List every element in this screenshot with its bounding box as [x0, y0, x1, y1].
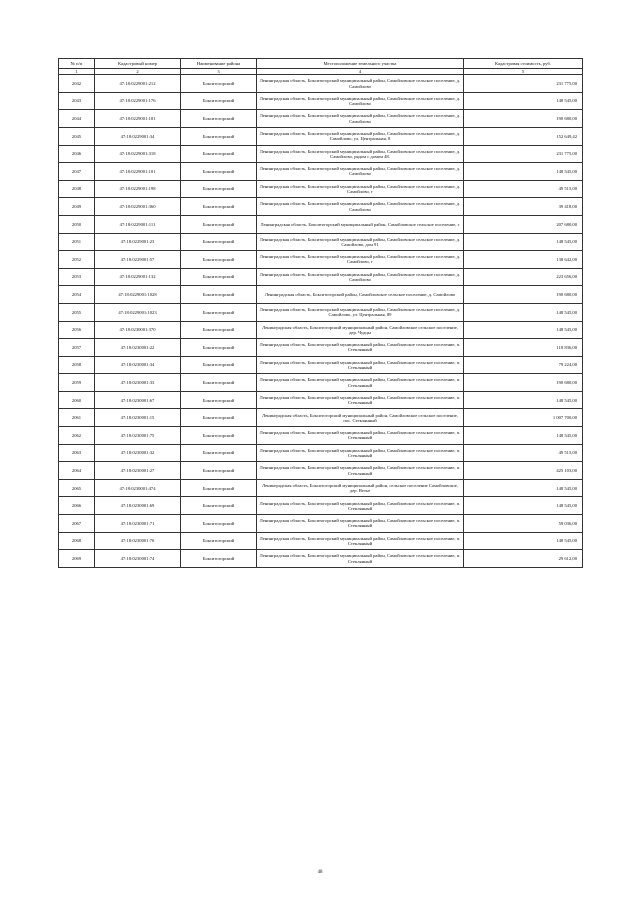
- district-name-cell: Бокситогорский: [181, 479, 257, 497]
- district-name-cell: Бокситогорский: [181, 163, 257, 181]
- cadastral-number-cell: 47:18:0230001:370: [95, 321, 181, 339]
- row-number-cell: 2063: [59, 444, 95, 462]
- location-cell: Ленинградская область, Бокситогорский муниципальный район, Самойловское сельское поселение, п. Стеклянный: [257, 391, 464, 409]
- row-number-cell: 2066: [59, 497, 95, 515]
- row-number-cell: 2050: [59, 215, 95, 233]
- location-cell: Ленинградская область, Бокситогорский муниципальный район, Самойловское сельское поселение, п. Стеклянный: [257, 374, 464, 392]
- cadastral-value-cell: 148 545,00: [464, 479, 583, 497]
- cadastral-number-cell: 47:18:0229001:360: [95, 198, 181, 216]
- cadastral-number-cell: 47:18:0230001:34: [95, 356, 181, 374]
- row-number-cell: 2042: [59, 75, 95, 93]
- cadastral-value-cell: 138 642,00: [464, 251, 583, 269]
- header-row-number: № п/п: [59, 59, 95, 69]
- table-row: [59, 163, 583, 181]
- row-number-cell: 2044: [59, 110, 95, 128]
- cadastral-value-cell: 148 545,00: [464, 92, 583, 110]
- cadastral-value-cell: 148 545,00: [464, 391, 583, 409]
- row-number-cell: 2061: [59, 409, 95, 427]
- table-row: [59, 268, 583, 286]
- cadastral-number-cell: 47:18:0230001:75: [95, 427, 181, 445]
- row-number-cell: 2059: [59, 374, 95, 392]
- table-row: [59, 75, 583, 93]
- location-cell: Ленинградская область, Бокситогорский муниципальный район, Самойловское сельское поселение, п. Стеклянный: [257, 550, 464, 568]
- cadastral-number-cell: 47:18:0230001:15: [95, 409, 181, 427]
- cadastral-value-table: [58, 58, 583, 568]
- table-row: [59, 374, 583, 392]
- location-cell: Ленинградская область, Бокситогорский муниципальный район, Самойловское сельское поселение, п. Стеклянный: [257, 339, 464, 357]
- table-header: [59, 59, 583, 75]
- location-cell: Ленинградская область, Бокситогорский муниципальный район, Самойловское сельское поселение, д. Самойлово, г: [257, 180, 464, 198]
- row-number-cell: 2045: [59, 127, 95, 145]
- cadastral-value-cell: 118 836,00: [464, 339, 583, 357]
- cadastral-number-cell: 47:18:0230001:32: [95, 444, 181, 462]
- location-cell: Ленинградская область, Бокситогорский муниципальный район, Самойловское сельское поселение, п. Стеклянный: [257, 462, 464, 480]
- row-number-cell: 2052: [59, 251, 95, 269]
- row-number-cell: 2043: [59, 92, 95, 110]
- location-cell: Ленинградская область, Бокситогорский район, Самойловское сельское поселение, д. Самойлово: [257, 286, 464, 304]
- table-row: [59, 339, 583, 357]
- cadastral-value-table-sheet: [58, 58, 582, 568]
- cadastral-number-cell: 47:18:0230001:33: [95, 374, 181, 392]
- district-name-cell: Бокситогорский: [181, 462, 257, 480]
- cadastral-number-cell: 47:18:0229001:57: [95, 251, 181, 269]
- row-number-cell: 2057: [59, 339, 95, 357]
- district-name-cell: Бокситогорский: [181, 374, 257, 392]
- cadastral-number-cell: 47:18:0230001:22: [95, 339, 181, 357]
- header-district-name: Наименование района: [181, 59, 257, 69]
- cadastral-value-cell: 148 545,00: [464, 427, 583, 445]
- cadastral-number-cell: 47:18:0230001:71: [95, 515, 181, 533]
- cadastral-value-cell: 59 036,00: [464, 515, 583, 533]
- table-row: [59, 180, 583, 198]
- location-cell: Ленинградская область, Бокситогорский муниципальный район, Самойловское сельское поселение, д. Самойлово: [257, 75, 464, 93]
- district-name-cell: Бокситогорский: [181, 444, 257, 462]
- column-number-3: 3: [181, 69, 257, 75]
- cadastral-value-cell: 148 545,00: [464, 233, 583, 251]
- row-number-cell: 2069: [59, 550, 95, 568]
- column-number-4: 4: [257, 69, 464, 75]
- location-cell: Ленинградская область, Бокситогорский муниципальный район, Самойловское сельское поселение, п. Стеклянный: [257, 515, 464, 533]
- location-cell: Ленинградская область, Бокситогорский муниципальный район, Самойловское сельское поселение, д. Самойлово: [257, 163, 464, 181]
- cadastral-value-cell: 79 224,00: [464, 356, 583, 374]
- row-number-cell: 2055: [59, 303, 95, 321]
- table-row: [59, 321, 583, 339]
- table-row: [59, 127, 583, 145]
- cadastral-number-cell: 47:18:0229001:34: [95, 127, 181, 145]
- district-name-cell: Бокситогорский: [181, 215, 257, 233]
- row-number-cell: 2049: [59, 198, 95, 216]
- row-number-cell: 2048: [59, 180, 95, 198]
- table-row: [59, 391, 583, 409]
- cadastral-value-cell: 190 680,00: [464, 110, 583, 128]
- district-name-cell: Бокситогорский: [181, 233, 257, 251]
- district-name-cell: Бокситогорский: [181, 550, 257, 568]
- cadastral-number-cell: 47:18:0229001:176: [95, 92, 181, 110]
- row-number-cell: 2046: [59, 145, 95, 163]
- location-cell: Ленинградская область, Бокситогорский муниципальный район, Самойловское сельское поселение, п. Стеклянный: [257, 497, 464, 515]
- column-number-5: 5: [464, 69, 583, 75]
- cadastral-value-cell: 39 418,00: [464, 198, 583, 216]
- cadastral-value-cell: 152 649,42: [464, 127, 583, 145]
- cadastral-value-cell: 148 545,00: [464, 303, 583, 321]
- cadastral-number-cell: 47:18:0229001:132: [95, 268, 181, 286]
- location-cell: Ленинградская область, Бокситогорский муниципальный район, Самойловское сельское поселение, д. Самойлово: [257, 268, 464, 286]
- table-row: [59, 427, 583, 445]
- cadastral-number-cell: 47:18:0230001:74: [95, 550, 181, 568]
- row-number-cell: 2062: [59, 427, 95, 445]
- location-cell: Ленинградская область, Бокситогорский муниципальный район, Самойловское сельское поселение, п. Стеклянный: [257, 356, 464, 374]
- row-number-cell: 2056: [59, 321, 95, 339]
- cadastral-value-cell: 207 680,00: [464, 215, 583, 233]
- table-row: [59, 356, 583, 374]
- row-number-cell: 2068: [59, 532, 95, 550]
- table-row: [59, 286, 583, 304]
- cadastral-number-cell: 47:18:0229001:101: [95, 163, 181, 181]
- location-cell: Ленинградская область, Бокситогорский муниципальный район, Самойловское сельское поселение, г: [257, 215, 464, 233]
- row-number-cell: 2058: [59, 356, 95, 374]
- district-name-cell: Бокситогорский: [181, 286, 257, 304]
- cadastral-value-cell: 231 775,00: [464, 75, 583, 93]
- cadastral-number-cell: 47:18:0229001:181: [95, 110, 181, 128]
- row-number-cell: 2064: [59, 462, 95, 480]
- district-name-cell: Бокситогорский: [181, 198, 257, 216]
- cadastral-number-cell: 47:18:0229001:111: [95, 215, 181, 233]
- cadastral-value-cell: 1 007 700,00: [464, 409, 583, 427]
- header-location: Местоположение земельного участка: [257, 59, 464, 69]
- location-cell: Ленинградская область, Бокситогорский муниципальный район, Самойловское сельское поселение, д. Самойлово: [257, 92, 464, 110]
- cadastral-value-cell: 231 775,00: [464, 145, 583, 163]
- district-name-cell: Бокситогорский: [181, 110, 257, 128]
- district-name-cell: Бокситогорский: [181, 427, 257, 445]
- district-name-cell: Бокситогорский: [181, 339, 257, 357]
- location-cell: Ленинградская область, Бокситогорский муниципальный район, Самойловское сельское поселение, д. Самойлово, рядом с домом 48.: [257, 145, 464, 163]
- district-name-cell: Бокситогорский: [181, 391, 257, 409]
- row-number-cell: 2053: [59, 268, 95, 286]
- district-name-cell: Бокситогорский: [181, 532, 257, 550]
- header-cadastral-number: Кадастровый номер: [95, 59, 181, 69]
- table-row: [59, 550, 583, 568]
- table-row: [59, 479, 583, 497]
- cadastral-value-cell: 190 680,00: [464, 374, 583, 392]
- column-number-1: 1: [59, 69, 95, 75]
- table-row: [59, 145, 583, 163]
- cadastral-value-cell: 148 545,00: [464, 321, 583, 339]
- table-row: [59, 444, 583, 462]
- row-number-cell: 2047: [59, 163, 95, 181]
- table-row: [59, 532, 583, 550]
- column-number-2: 2: [95, 69, 181, 75]
- location-cell: Ленинградская область, Бокситогорский муниципальный район, Самойловское сельское поселение, д. Самойлово, ул. Центральная, 89: [257, 303, 464, 321]
- location-cell: Ленинградская область, Бокситогорский муниципальный район, Самойловское сельское поселение, д. Самойлово: [257, 198, 464, 216]
- district-name-cell: Бокситогорский: [181, 92, 257, 110]
- location-cell: Ленинградская область, Бокситогорский муниципальный район, Самойловское сельское поселение, п. Стеклянный: [257, 532, 464, 550]
- table-row: [59, 462, 583, 480]
- cadastral-value-cell: 29 612,00: [464, 550, 583, 568]
- district-name-cell: Бокситогорский: [181, 180, 257, 198]
- district-name-cell: Бокситогорский: [181, 356, 257, 374]
- cadastral-value-cell: 223 656,00: [464, 268, 583, 286]
- district-name-cell: Бокситогорский: [181, 321, 257, 339]
- table-row: [59, 515, 583, 533]
- row-number-cell: 2054: [59, 286, 95, 304]
- cadastral-value-cell: 148 545,00: [464, 532, 583, 550]
- district-name-cell: Бокситогорский: [181, 268, 257, 286]
- table-row: [59, 303, 583, 321]
- location-cell: Ленинградская область, Бокситогорский муниципальный район, Самойловское сельское поселение, п. Стеклянный: [257, 427, 464, 445]
- table-body: [59, 75, 583, 568]
- cadastral-value-cell: 148 545,00: [464, 497, 583, 515]
- location-cell: Ленинградская область, Бокситогорский муниципальный район, Самойловское сельское поселение, п. Стеклянный: [257, 444, 464, 462]
- district-name-cell: Бокситогорский: [181, 303, 257, 321]
- cadastral-number-cell: 47:18:0230001:474: [95, 479, 181, 497]
- cadastral-number-cell: 47:18:0230001:27: [95, 462, 181, 480]
- cadastral-number-cell: 47:18:0230001:76: [95, 532, 181, 550]
- table-row: [59, 251, 583, 269]
- header-cadastral-value: Кадастровая стоимость, руб.: [464, 59, 583, 69]
- location-cell: Ленинградская область, Бокситогорский муниципальный район, сельское поселение Самойловское, дер. Ветье: [257, 479, 464, 497]
- cadastral-number-cell: 47:18:0230001:69: [95, 497, 181, 515]
- row-number-cell: 2060: [59, 391, 95, 409]
- cadastral-value-cell: 148 545,00: [464, 163, 583, 181]
- location-cell: Ленинградская область, Бокситогорский муниципальный район, Самойловское сельское поселение, дер. Чудцы: [257, 321, 464, 339]
- row-number-cell: 2051: [59, 233, 95, 251]
- district-name-cell: Бокситогорский: [181, 251, 257, 269]
- table-row: [59, 409, 583, 427]
- row-number-cell: 2065: [59, 479, 95, 497]
- cadastral-number-cell: 47:18:0229001:198: [95, 180, 181, 198]
- cadastral-value-cell: 425 103,00: [464, 462, 583, 480]
- district-name-cell: Бокситогорский: [181, 145, 257, 163]
- district-name-cell: Бокситогорский: [181, 75, 257, 93]
- cadastral-number-cell: 47:18:0229001:212: [95, 75, 181, 93]
- location-cell: Ленинградская область, Бокситогорский муниципальный район, Самойловское сельское поселение, пос. Стеклянный: [257, 409, 464, 427]
- district-name-cell: Бокситогорский: [181, 497, 257, 515]
- cadastral-value-cell: 190 680,00: [464, 286, 583, 304]
- cadastral-number-cell: 47:18:0230001:67: [95, 391, 181, 409]
- table-row: [59, 92, 583, 110]
- row-number-cell: 2067: [59, 515, 95, 533]
- table-row: [59, 215, 583, 233]
- table-row: [59, 497, 583, 515]
- district-name-cell: Бокситогорский: [181, 409, 257, 427]
- table-row: [59, 198, 583, 216]
- district-name-cell: Бокситогорский: [181, 515, 257, 533]
- district-name-cell: Бокситогорский: [181, 127, 257, 145]
- cadastral-value-cell: 49 515,00: [464, 180, 583, 198]
- location-cell: Ленинградская область, Бокситогорский муниципальный район, Самойловское сельское поселение, д. Самойлово, ул. Центральная, 8: [257, 127, 464, 145]
- cadastral-number-cell: 47:18:0229001:318: [95, 145, 181, 163]
- cadastral-number-cell: 47:18:0229001:1023: [95, 303, 181, 321]
- cadastral-value-cell: 49 515,00: [464, 444, 583, 462]
- location-cell: Ленинградская область, Бокситогорский муниципальный район, Самойловское сельское поселение, д. Самойлово, г: [257, 251, 464, 269]
- cadastral-number-cell: 47:18:0229001:23: [95, 233, 181, 251]
- table-row: [59, 233, 583, 251]
- location-cell: Ленинградская область, Бокситогорский муниципальный район, Самойловское сельское поселение, д. Самойлово, дом 91: [257, 233, 464, 251]
- cadastral-number-cell: 47:18:0229001:1028: [95, 286, 181, 304]
- location-cell: Ленинградская область, Бокситогорский муниципальный район, Самойловское сельское поселение, д. Самойлово: [257, 110, 464, 128]
- page-number: 48: [317, 870, 323, 875]
- table-row: [59, 110, 583, 128]
